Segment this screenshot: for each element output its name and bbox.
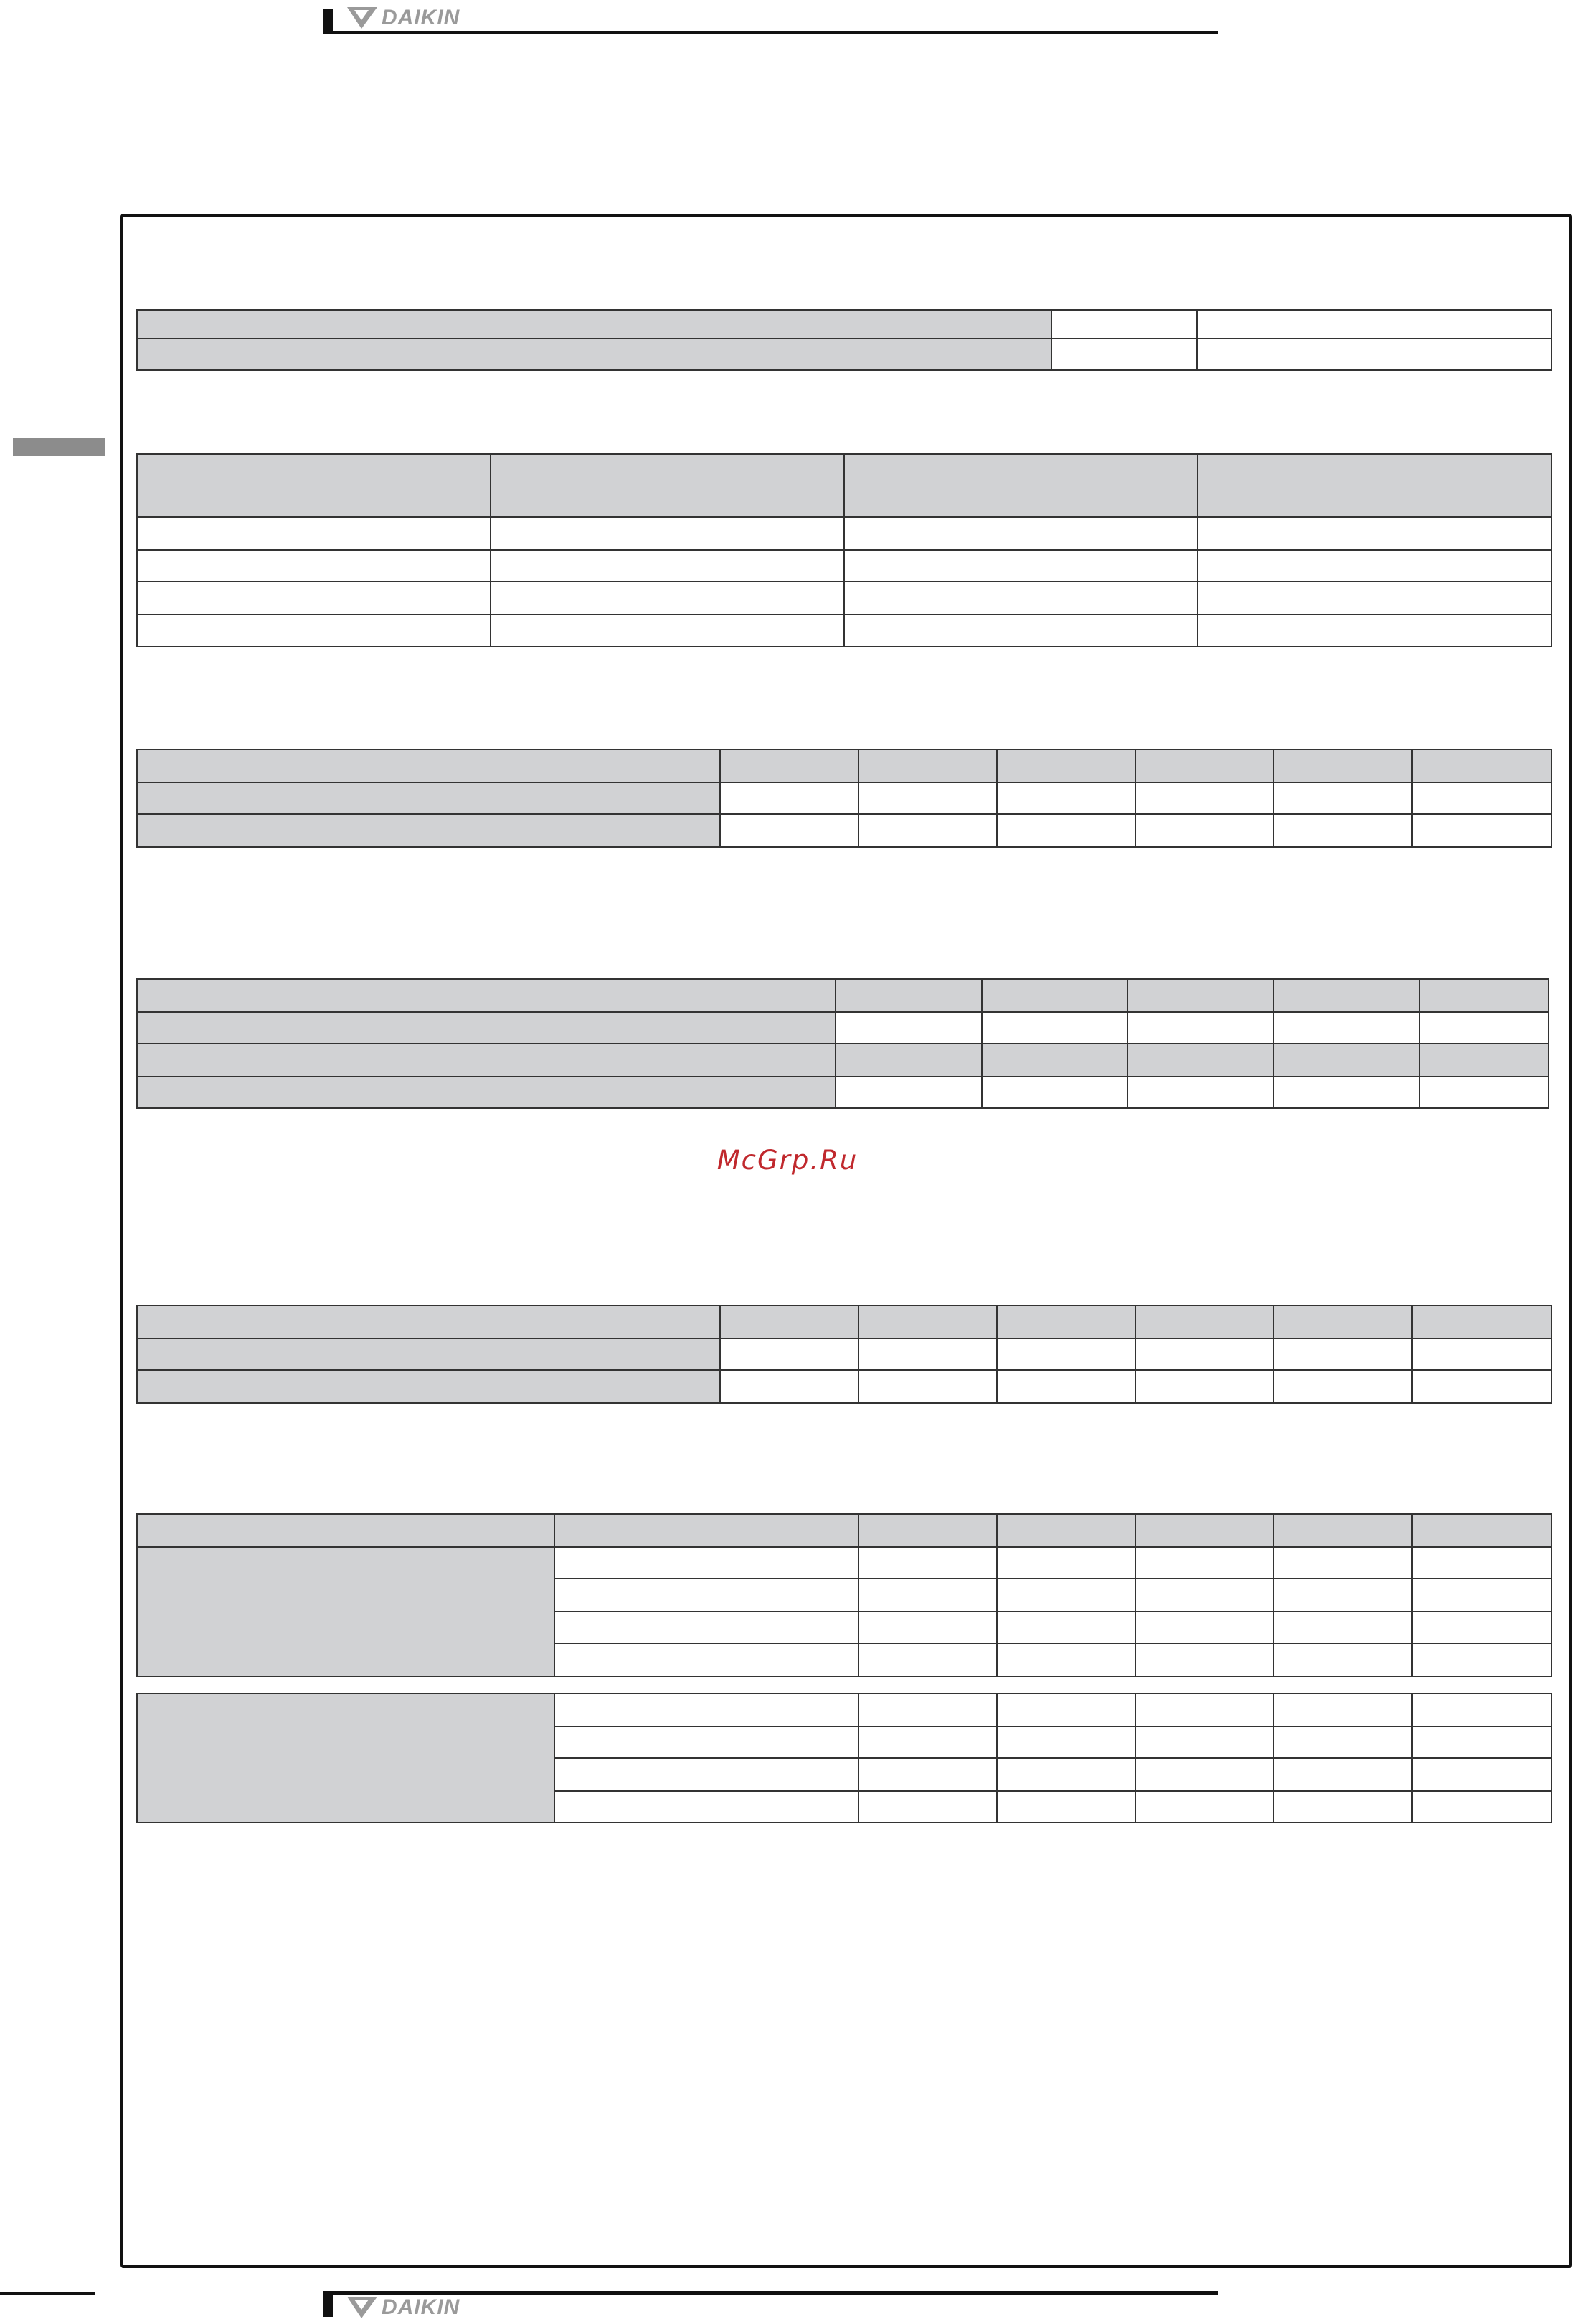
table-cell xyxy=(137,517,491,550)
table-cell xyxy=(1197,310,1551,339)
table-cell xyxy=(997,1305,1135,1338)
table-cell xyxy=(554,1579,859,1612)
table-row xyxy=(137,517,1551,550)
table-row xyxy=(137,615,1551,646)
table-cell xyxy=(982,979,1127,1012)
table-3 xyxy=(136,749,1552,848)
table-cell xyxy=(491,582,844,615)
table-cell xyxy=(1135,1791,1274,1823)
table-cell xyxy=(1274,1547,1412,1579)
table-cell xyxy=(1419,979,1548,1012)
table-5 xyxy=(136,1305,1552,1404)
table-cell xyxy=(1135,1514,1274,1547)
table-cell xyxy=(554,1547,859,1579)
table-cell xyxy=(1274,1612,1412,1643)
table-group-cell xyxy=(137,1547,554,1676)
table-cell xyxy=(720,1305,859,1338)
table-cell xyxy=(844,615,1198,646)
table-cell xyxy=(137,814,720,847)
table-cell xyxy=(720,1338,859,1370)
footer-rule xyxy=(323,2291,1218,2295)
table-cell xyxy=(844,517,1198,550)
table-cell xyxy=(859,1758,997,1791)
table-cell xyxy=(997,1579,1135,1612)
table-row xyxy=(137,339,1551,370)
watermark-text: McGrp.Ru xyxy=(716,1145,859,1176)
table-cell xyxy=(137,310,1051,339)
table-cell xyxy=(1274,1758,1412,1791)
table-cell xyxy=(1135,1694,1274,1727)
table-cell xyxy=(1274,814,1412,847)
daikin-logo-icon xyxy=(347,2297,377,2318)
table-cell xyxy=(859,1547,997,1579)
footer-brand-bar xyxy=(323,2292,333,2317)
table-cell xyxy=(137,339,1051,370)
table-cell xyxy=(1274,1338,1412,1370)
table-cell xyxy=(137,1514,554,1547)
table-row xyxy=(137,1370,1551,1403)
table-cell xyxy=(1274,1694,1412,1727)
table-row xyxy=(137,1547,1551,1579)
table-cell xyxy=(137,1370,720,1403)
table-6 xyxy=(136,1513,1552,1677)
table-row xyxy=(137,814,1551,847)
table-cell xyxy=(997,1338,1135,1370)
table-cell xyxy=(1274,1727,1412,1758)
table-cell xyxy=(859,1338,997,1370)
table-cell xyxy=(997,1727,1135,1758)
table-cell xyxy=(1127,1077,1274,1108)
table-cell xyxy=(1135,814,1274,847)
table-header-row xyxy=(137,1305,1551,1338)
table-4 xyxy=(136,978,1549,1109)
table-cell xyxy=(859,783,997,814)
table-cell xyxy=(1412,1338,1551,1370)
table-cell xyxy=(997,814,1135,847)
table-cell xyxy=(982,1077,1127,1108)
table-cell xyxy=(1135,1579,1274,1612)
table-cell xyxy=(997,1643,1135,1676)
table-cell xyxy=(859,1643,997,1676)
table-cell xyxy=(1412,1547,1551,1579)
table-cell xyxy=(1127,1012,1274,1044)
table-cell xyxy=(1412,1305,1551,1338)
table-header-row xyxy=(137,1514,1551,1547)
table-cell xyxy=(1419,1077,1548,1108)
table-cell xyxy=(997,1370,1135,1403)
section-side-tab xyxy=(13,438,105,456)
table-cell xyxy=(1051,310,1197,339)
table-cell xyxy=(137,1044,836,1077)
table-cell xyxy=(491,517,844,550)
table-row xyxy=(137,1694,1551,1727)
table-cell xyxy=(137,582,491,615)
table-cell xyxy=(1412,750,1551,783)
table-cell xyxy=(1135,1643,1274,1676)
table-cell xyxy=(1412,1579,1551,1612)
table-cell xyxy=(1135,783,1274,814)
table-cell xyxy=(1127,1044,1274,1077)
table-cell xyxy=(554,1727,859,1758)
table-cell xyxy=(720,814,859,847)
table-cell xyxy=(1412,1791,1551,1823)
table-group-cell xyxy=(137,1694,554,1823)
table-2 xyxy=(136,453,1552,647)
table-cell xyxy=(1051,339,1197,370)
table-cell xyxy=(1135,1612,1274,1643)
table-cell xyxy=(997,1758,1135,1791)
table-row xyxy=(137,582,1551,615)
table-cell xyxy=(997,1791,1135,1823)
table-cell xyxy=(720,750,859,783)
table-cell xyxy=(554,1612,859,1643)
table-cell xyxy=(1274,1077,1419,1108)
table-cell xyxy=(1274,1579,1412,1612)
table-header-cell xyxy=(844,454,1198,517)
table-cell xyxy=(997,1612,1135,1643)
table-cell xyxy=(1412,783,1551,814)
table-header-cell xyxy=(1198,454,1551,517)
table-cell xyxy=(1274,1305,1412,1338)
table-cell xyxy=(1274,783,1412,814)
table-cell xyxy=(1135,1547,1274,1579)
footer-left-rule xyxy=(0,2292,95,2295)
table-cell xyxy=(997,1694,1135,1727)
table-cell xyxy=(554,1643,859,1676)
table-cell xyxy=(1198,615,1551,646)
table-cell xyxy=(1412,1514,1551,1547)
table-cell xyxy=(1274,1643,1412,1676)
table-row xyxy=(137,783,1551,814)
table-cell xyxy=(1198,582,1551,615)
table-cell xyxy=(997,1547,1135,1579)
table-cell xyxy=(1412,1643,1551,1676)
table-cell xyxy=(859,1727,997,1758)
table-cell xyxy=(1198,550,1551,582)
table-header-row xyxy=(137,454,1551,517)
table-cell xyxy=(1412,1612,1551,1643)
table-cell xyxy=(859,1612,997,1643)
table-cell xyxy=(1274,750,1412,783)
table-cell xyxy=(137,783,720,814)
table-cell xyxy=(137,1077,836,1108)
table-cell xyxy=(836,1044,982,1077)
table-cell xyxy=(1412,1370,1551,1403)
table-cell xyxy=(1135,1305,1274,1338)
daikin-logo-icon xyxy=(347,7,377,29)
table-7 xyxy=(136,1693,1552,1823)
header-brand-bar xyxy=(323,9,333,33)
footer-brand-text: DAIKIN xyxy=(382,2295,460,2319)
table-row xyxy=(137,1012,1548,1044)
table-cell xyxy=(1412,814,1551,847)
table-cell xyxy=(1135,1727,1274,1758)
table-cell xyxy=(859,750,997,783)
header-logo xyxy=(347,6,460,30)
table-cell xyxy=(1135,750,1274,783)
table-cell xyxy=(720,1370,859,1403)
table-cell xyxy=(836,1077,982,1108)
table-cell xyxy=(137,550,491,582)
table-1 xyxy=(136,309,1552,371)
table-cell xyxy=(997,750,1135,783)
table-cell xyxy=(1412,1727,1551,1758)
table-cell xyxy=(554,1694,859,1727)
table-cell xyxy=(1274,1791,1412,1823)
table-row xyxy=(137,310,1551,339)
table-cell xyxy=(137,750,720,783)
table-cell xyxy=(859,1514,997,1547)
table-cell xyxy=(1419,1044,1548,1077)
table-cell xyxy=(137,615,491,646)
table-cell xyxy=(859,814,997,847)
table-cell xyxy=(137,1305,720,1338)
table-cell xyxy=(491,615,844,646)
table-cell xyxy=(859,1579,997,1612)
table-cell xyxy=(859,1370,997,1403)
table-row xyxy=(137,1077,1548,1108)
header-rule xyxy=(323,31,1218,34)
table-cell xyxy=(1197,339,1551,370)
table-cell xyxy=(554,1791,859,1823)
table-header-row xyxy=(137,750,1551,783)
table-row xyxy=(137,1044,1548,1077)
table-cell xyxy=(137,979,836,1012)
table-cell xyxy=(997,783,1135,814)
table-cell xyxy=(836,979,982,1012)
table-cell xyxy=(859,1791,997,1823)
table-cell xyxy=(1198,517,1551,550)
table-cell xyxy=(1135,1338,1274,1370)
table-header-cell xyxy=(137,454,491,517)
table-header-cell xyxy=(491,454,844,517)
table-cell xyxy=(844,550,1198,582)
table-cell xyxy=(1412,1758,1551,1791)
header-brand-text: DAIKIN xyxy=(382,6,460,29)
table-cell xyxy=(997,1514,1135,1547)
table-cell xyxy=(1419,1012,1548,1044)
footer-logo xyxy=(347,2295,460,2320)
table-cell xyxy=(1135,1370,1274,1403)
table-cell xyxy=(137,1338,720,1370)
table-cell xyxy=(1274,1044,1419,1077)
table-cell xyxy=(1135,1758,1274,1791)
table-cell xyxy=(982,1012,1127,1044)
table-cell xyxy=(554,1514,859,1547)
table-cell xyxy=(1274,1514,1412,1547)
table-row xyxy=(137,550,1551,582)
table-cell xyxy=(844,582,1198,615)
table-cell xyxy=(836,1012,982,1044)
table-row xyxy=(137,1338,1551,1370)
table-cell xyxy=(137,1012,836,1044)
table-cell xyxy=(982,1044,1127,1077)
table-cell xyxy=(1274,1012,1419,1044)
table-cell xyxy=(859,1694,997,1727)
table-cell xyxy=(1127,979,1274,1012)
table-cell xyxy=(554,1758,859,1791)
table-cell xyxy=(491,550,844,582)
table-cell xyxy=(1274,979,1419,1012)
table-header-row xyxy=(137,979,1548,1012)
table-cell xyxy=(859,1305,997,1338)
table-cell xyxy=(1412,1694,1551,1727)
table-cell xyxy=(720,783,859,814)
table-cell xyxy=(1274,1370,1412,1403)
